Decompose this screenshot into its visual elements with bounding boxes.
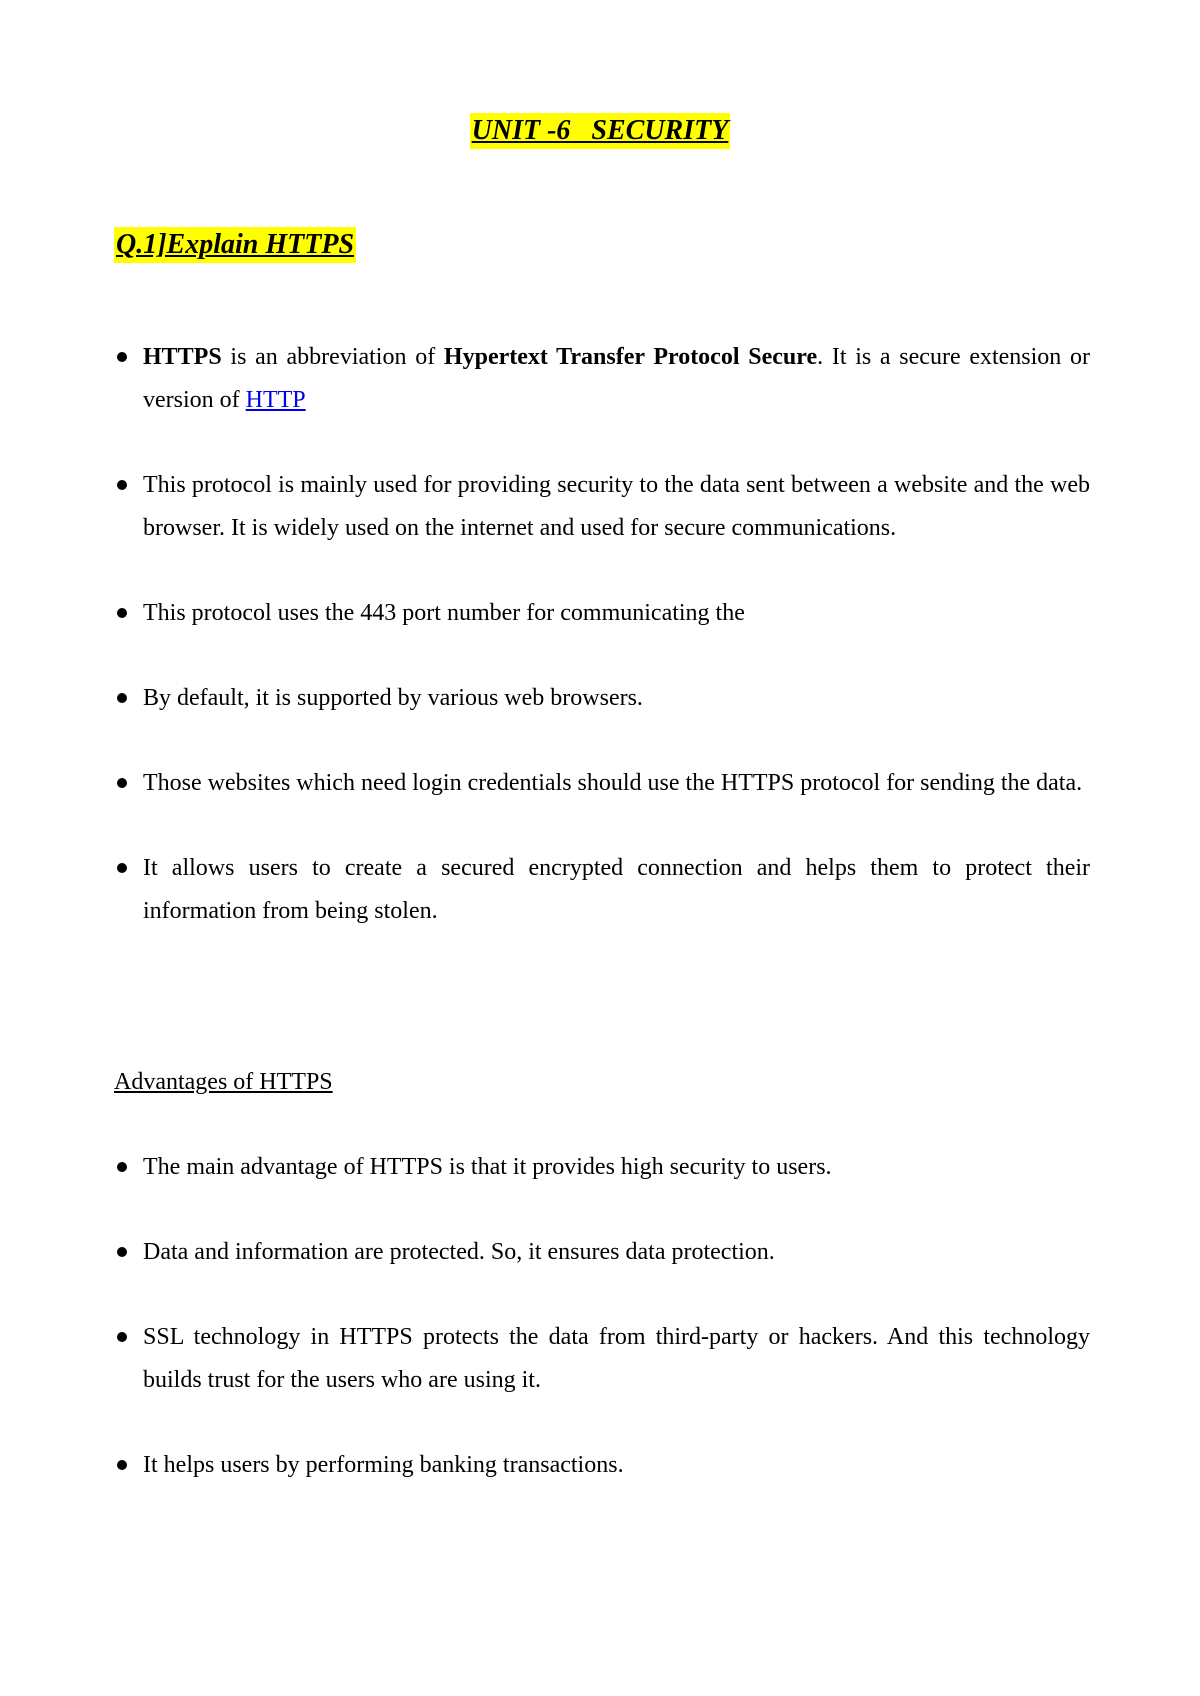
intro-bullet-5 — [114, 762, 1090, 805]
question-container — [114, 227, 356, 263]
bullet-text: It helps users by performing banking transactions. — [143, 1452, 624, 1478]
intro-bullet-1 — [114, 336, 1090, 422]
bullet-text: It allows users to create a secured encrypted connection and helps them to protect their information from being stolen. — [143, 855, 1090, 924]
bullet-text-part: . It is a secure extension or version of — [143, 344, 1091, 413]
intro-bullet-3 — [114, 592, 1090, 635]
advantage-bullet-2 — [114, 1231, 1090, 1274]
advantage-bullet-1 — [114, 1146, 1090, 1189]
bullet-text: SSL technology in HTTPS protects the data from third-party or hackers. And this technology builds trust for the users who are using it. — [143, 1324, 1090, 1393]
bullet-icon — [117, 1247, 127, 1257]
intro-bullet-list — [114, 336, 1090, 933]
intro-bullet-6 — [114, 847, 1090, 933]
advantages-section — [114, 1146, 1090, 1529]
bullet-text: This protocol uses the 443 port number for communicating the — [143, 600, 745, 626]
https-term: HTTPS — [143, 344, 222, 370]
bullet-text: Those websites which need login credentials should use the HTTPS protocol for sending the data. — [143, 770, 1083, 796]
bullet-text-part: is an abbreviation of — [221, 344, 444, 370]
advantages-heading: Advantages of HTTPS — [114, 1069, 333, 1095]
bullet-icon — [117, 608, 127, 618]
bullet-icon — [117, 863, 127, 873]
bullet-icon — [117, 480, 127, 490]
page-title: UNIT -6 SECURITY — [470, 113, 731, 149]
bullet-text: This protocol is mainly used for providing security to the data sent between a website and the web browser. It is widely used on the internet and used for secure communications. — [143, 472, 1090, 541]
bullet-icon — [117, 1332, 127, 1342]
intro-section — [114, 336, 1090, 975]
http-link[interactable]: HTTP — [245, 387, 306, 413]
bullet-text: Data and information are protected. So, it ensures data protection. — [143, 1239, 775, 1265]
advantage-bullet-4 — [114, 1444, 1090, 1487]
bullet-icon — [117, 352, 127, 362]
question-heading: Q.1]Explain HTTPS — [114, 227, 356, 263]
advantages-bullet-list — [114, 1146, 1090, 1487]
bullet-text: By default, it is supported by various web browsers. — [143, 685, 643, 711]
https-full-form: Hypertext Transfer Protocol Secure — [443, 344, 818, 370]
bullet-icon — [117, 1460, 127, 1470]
intro-bullet-2 — [114, 464, 1090, 550]
intro-bullet-4 — [114, 677, 1090, 720]
bullet-icon — [117, 778, 127, 788]
bullet-icon — [117, 693, 127, 703]
advantage-bullet-3 — [114, 1316, 1090, 1402]
bullet-text: The main advantage of HTTPS is that it provides high security to users. — [143, 1154, 832, 1180]
bullet-icon — [117, 1162, 127, 1172]
title-container — [0, 113, 1200, 149]
